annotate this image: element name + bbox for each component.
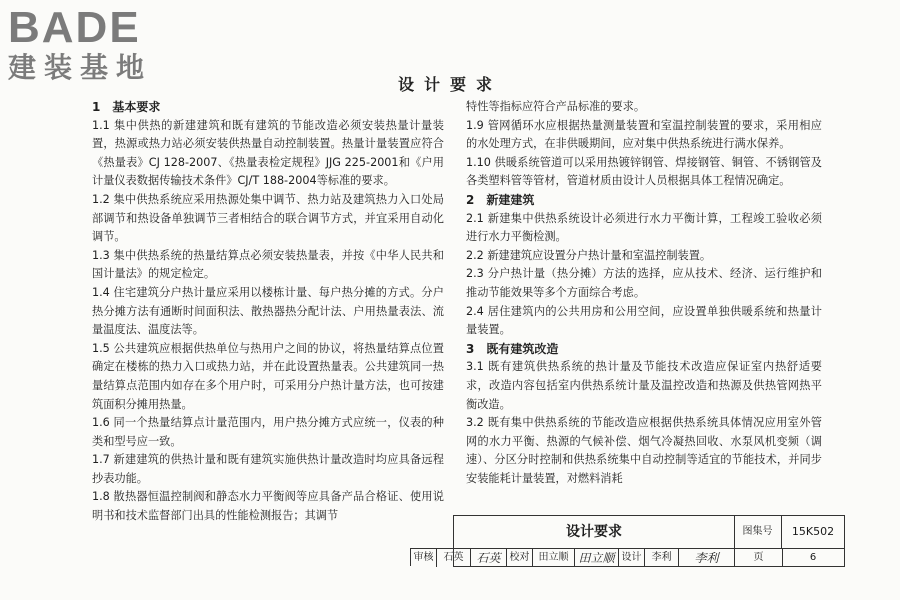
paragraph: 1.4 住宅建筑分户热计量应采用以楼栋计量、每户热分摊的方式。分户热分摊方法有通断时间面积法、散热器热分配计法、户用热量表法、流量温度法、温度法等。: [92, 285, 444, 337]
design-label: 设计: [619, 549, 645, 567]
review-name: 石英: [437, 549, 471, 567]
logo-text-bottom: 建装基地: [8, 51, 153, 84]
paragraph: 2.4 居住建筑内的公共用房和公用空间，应设置单独供暖系统和热量计量装置。: [466, 304, 822, 337]
design-name: 李利: [645, 549, 679, 567]
check-name: 田立顺: [533, 549, 575, 567]
review-label: 审核: [411, 549, 437, 567]
design-signature: 李利: [679, 549, 735, 567]
paragraph: 1.2 集中供热系统应采用热源处集中调节、热力站及建筑热力入口处局部调节和热设备单独调节三者相结合的联合调节方式，并宜采用自动化调节。: [92, 192, 444, 244]
page-title: 设计要求: [397, 75, 502, 94]
paragraph: 特性等指标应符合产品标准的要求。: [466, 100, 646, 113]
page-label: 页: [735, 549, 783, 567]
section-heading: 1 基本要求: [92, 100, 161, 114]
paragraph: 1.9 管网循环水应根据热量测量装置和室温控制装置的要求，采用相应的水处理方式，在非供暖期间，应对集中供热系统进行满水保养。: [466, 118, 822, 151]
paragraph: 2.3 分户热计量（热分摊）方法的选择，应从技术、经济、运行维护和推动节能效果等多个方面综合考虑。: [466, 267, 822, 299]
title-block-signature-row: [410, 548, 844, 566]
paragraph: 1.1 集中供热的新建建筑和既有建筑的节能改造必须安装热量计量装置，热源或热力站必须安装供热量自动控制装置。热量计量装置应符合《热量表》CJ 128-2007、《热量表检定规程》JJG 225-2001和《户用计量仪表数据传输技术条件》CJ/T 188-2004等标准的要求。: [92, 118, 444, 188]
paragraph: 3.1 既有建筑供热系统的热计量及节能技术改造应保证室内热舒适要求，改造内容包括室内供热系统计量及温控改造和热源及供热管网热平衡改造。: [466, 360, 822, 411]
left-column: [92, 98, 444, 526]
paragraph: 1.10 供暖系统管道可以采用热镀锌钢管、焊接钢管、铜管、不锈钢管及各类塑料管等管材，管道材质由设计人员根据具体工程情况确定。: [466, 155, 822, 188]
atlas-number-label: 图集号: [734, 516, 782, 548]
review-signature: 石英: [471, 549, 507, 567]
paragraph: 1.5 公共建筑应根据供热单位与热用户之间的协议，将热量结算点位置确定在楼栋的热力入口或热力站，并在此设置热量表。公共建筑同一热量结算点范围内如存在多个用户时，可采用分户热计量方法，也可按建筑面积分摊用热量。: [92, 341, 444, 411]
check-label: 校对: [507, 549, 533, 567]
right-column: [466, 98, 822, 488]
paragraph: 1.6 同一个热量结算点计量范围内，用户热分摊方式应统一，仪表的种类和型号应一致。: [92, 416, 444, 448]
paragraph: 2.2 新建建筑应设置分户热计量和室温控制装置。: [466, 248, 712, 262]
check-signature: 田立顺: [575, 549, 619, 567]
atlas-number-value: 15K502: [791, 525, 835, 538]
title-block: [413, 515, 845, 567]
title-block-header-row: [454, 516, 844, 549]
section-heading: 3 既有建筑改造: [466, 341, 559, 356]
paragraph: 1.8 散热器恒温控制阀和静态水力平衡阀等应具备产品合格证、使用说明书和技术监督部门出具的性能检测报告；其调节: [92, 490, 444, 523]
paragraph: 1.7 新建建筑的供热计量和既有建筑实施供热计量改造时均应具备远程抄表功能。: [92, 453, 444, 485]
logo-text-top: BADE: [8, 3, 141, 52]
paragraph: 3.2 既有集中供热系统的节能改造应根据供热系统具体情况应用室外管网的水力平衡、热源的气候补偿、烟气冷凝热回收、水泵风机变频（调速）、分区分时控制和供热系统集中自动控制等适宜的节能技术，并同步安装能耗计量装置，对燃料消耗: [466, 416, 822, 485]
paragraph: 1.3 集中供热系统的热量结算点必须安装热量表，并按《中华人民共和国计量法》的规定检定。: [92, 248, 444, 281]
title-block-title: 设计要求: [454, 516, 735, 548]
page-number: 6: [809, 552, 817, 563]
section-heading: 2 新建建筑: [466, 192, 535, 207]
paragraph: 2.1 新建集中供热系统设计必须进行水力平衡计算，工程竣工验收必须进行水力平衡检测。: [466, 211, 822, 244]
